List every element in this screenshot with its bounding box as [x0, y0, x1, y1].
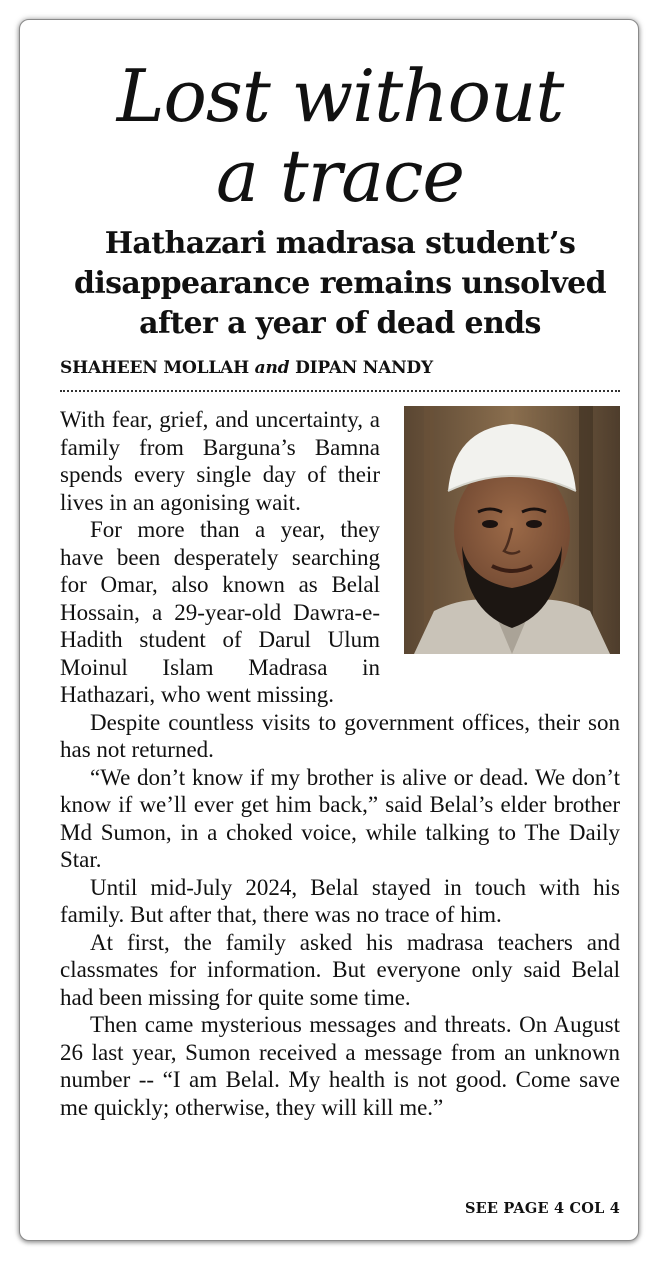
article-body — [60, 406, 620, 1121]
paragraph-4: “We don’t know if my brother is alive or dead. We don’t know if we’ll ever get him back,” said Belal’s elder brother Md Sumon, in a choked voice, while talking to The Daily Star. — [60, 764, 620, 872]
article-card — [19, 19, 639, 1241]
paragraph-2: For more than a year, they have been desperately searching for Omar, also known as Belal Hossain, a 29-year-old Dawra-e-Hadith student of Darul Ulum Moinul Islam Madrasa in Hathazari, who went missing. — [60, 517, 380, 707]
subheadline: Hathazari madrasa student’s disappearance remains unsolved after a year of dead ends — [73, 226, 607, 341]
byline-conjunction: and — [254, 358, 290, 378]
paragraph-5: Until mid-July 2024, Belal stayed in touch with his family. But after that, there was no trace of him. — [60, 874, 620, 927]
paragraph-3: Despite countless visits to government offices, their son has not returned. — [60, 709, 620, 762]
article-content — [60, 54, 620, 1217]
paragraph-1: With fear, grief, and uncertainty, a family from Barguna’s Bamna spends every single day of their lives in an agonising wait. — [60, 407, 380, 515]
portrait-photo — [404, 406, 620, 654]
byline — [60, 358, 620, 378]
byline-author-1: SHAHEEN MOLLAH — [60, 358, 249, 378]
paragraph-6: At first, the family asked his madrasa teachers and classmates for information. But everyone only said Belal had been missing for quite some time. — [60, 929, 620, 1010]
headline-line-1: Lost without — [116, 54, 564, 138]
continued-on-page-link[interactable]: SEE PAGE 4 COL 4 — [464, 1200, 620, 1217]
headline — [60, 56, 620, 216]
byline-author-2: DIPAN NANDY — [295, 358, 433, 378]
paragraph-7: Then came mysterious messages and threats. On August 26 last year, Sumon received a message from an unknown number -- “I am Belal. My health is not good. Come save me quickly; otherwise, they will kill me.” — [60, 1012, 620, 1120]
headline-line-2: a trace — [215, 134, 465, 218]
portrait-illustration — [404, 406, 620, 654]
dotted-divider — [60, 390, 620, 392]
